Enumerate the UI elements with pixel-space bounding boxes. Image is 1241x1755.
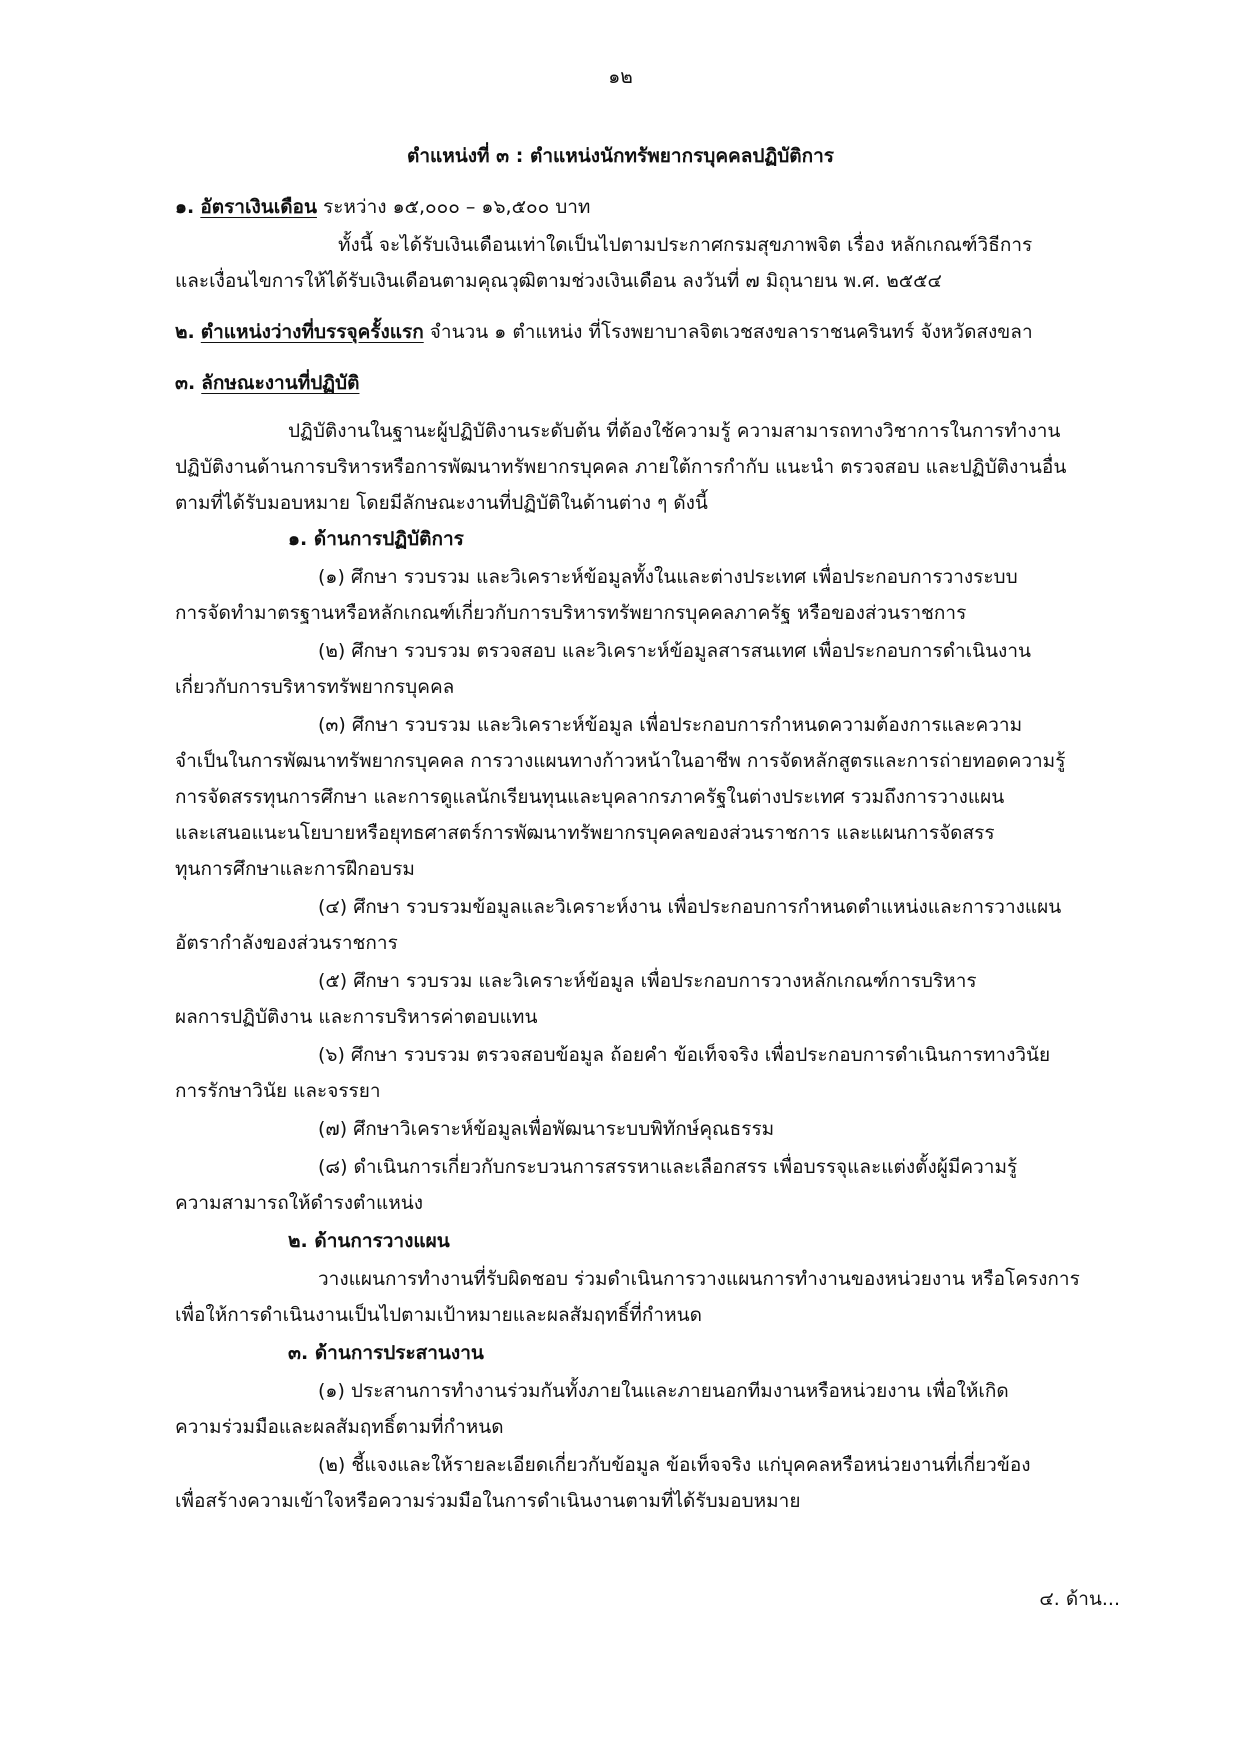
section-3-intro-line: ปฏิบัติงานในฐานะผู้ปฏิบัติงานระดับต้น ที่ต้องใช้ความรู้ ความสามารถทางวิชาการในการทำงาน [288, 420, 1061, 442]
subsection-3-item-2: (๒) ชี้แจงและให้รายละเอียดเกี่ยวกับข้อมูล ข้อเท็จจริง แก่บุคคลหรือหน่วยงานที่เกี่ยวข้อง [318, 1454, 1031, 1476]
section-2-number: ๒. [175, 321, 195, 343]
subsection-1-item-8-cont: ความสามารถให้ดำรงตำแหน่ง [175, 1192, 424, 1214]
section-2-heading [175, 317, 1033, 347]
subsection-3-item-1-cont: ความร่วมมือและผลสัมฤทธิ์ตามที่กำหนด [175, 1416, 504, 1438]
subsection-1-item-3-cont: ทุนการศึกษาและการฝึกอบรม [175, 858, 415, 880]
section-2-vacancy: จำนวน ๑ ตำแหน่ง ที่โรงพยาบาลจิตเวชสงขลาราชนครินทร์ จังหวัดสงขลา [423, 321, 1033, 343]
subsection-1-item-2: (๒) ศึกษา รวบรวม ตรวจสอบ และวิเคราะห์ข้อมูลสารสนเทศ เพื่อประกอบการดำเนินงาน [318, 640, 1031, 662]
section-1-paragraph-line: ทั้งนี้ จะได้รับเงินเดือนเท่าใดเป็นไปตามประกาศกรมสุขภาพจิต เรื่อง หลักเกณฑ์วิธีการ [338, 234, 1033, 256]
subsection-1-item-2-cont: เกี่ยวกับการบริหารทรัพยากรบุคคล [175, 676, 455, 698]
section-1-heading [175, 192, 590, 222]
section-2-title: ตำแหน่งว่างที่บรรจุครั้งแรก [200, 321, 424, 343]
subsection-1-item-1: (๑) ศึกษา รวบรวม และวิเคราะห์ข้อมูลทั้งในและต่างประเทศ เพื่อประกอบการวางระบบ [318, 566, 1018, 588]
page-number: ๑๒ [608, 66, 633, 88]
subsection-1-item-3-cont: จำเป็นในการพัฒนาทรัพยากรบุคคล การวางแผนทางก้าวหน้าในอาชีพ การจัดหลักสูตรและการถ่ายทอดความรู้ [175, 750, 1066, 772]
section-1-paragraph-line: และเงื่อนไขการให้ได้รับเงินเดือนตามคุณวุฒิตามช่วงเงินเดือน ลงวันที่ ๗ มิถุนายน พ.ศ. ๒๕๕๔ [175, 270, 942, 292]
section-1-salary-range: ระหว่าง ๑๕,๐๐๐ – ๑๖,๕๐๐ บาท [316, 196, 591, 218]
subsection-1-item-3-cont: และเสนอแนะนโยบายหรือยุทธศาสตร์การพัฒนาทรัพยากรบุคคลของส่วนราชการ และแผนการจัดสรร [175, 822, 995, 844]
subsection-1-item-1-cont: การจัดทำมาตรฐานหรือหลักเกณฑ์เกี่ยวกับการบริหารทรัพยากรบุคคลภาครัฐ หรือของส่วนราชการ [175, 602, 967, 624]
subsection-1-item-6: (๖) ศึกษา รวบรวม ตรวจสอบข้อมูล ถ้อยคำ ข้อเท็จจริง เพื่อประกอบการดำเนินการทางวินัย [318, 1044, 1051, 1066]
subsection-2-text-line: เพื่อให้การดำเนินงานเป็นไปตามเป้าหมายและผลสัมฤทธิ์ที่กำหนด [175, 1304, 702, 1326]
subsection-2-heading: ๒. ด้านการวางแผน [288, 1230, 450, 1252]
section-1-number: ๑. [175, 196, 195, 218]
subsection-1-item-4-cont: อัตรากำลังของส่วนราชการ [175, 932, 398, 954]
subsection-3-heading: ๓. ด้านการประสานงาน [288, 1342, 484, 1364]
subsection-1-item-7: (๗) ศึกษาวิเคราะห์ข้อมูลเพื่อพัฒนาระบบพิทักษ์คุณธรรม [318, 1118, 775, 1140]
subsection-1-item-3-cont: การจัดสรรทุนการศึกษา และการดูแลนักเรียนทุนและบุคลากรภาครัฐในต่างประเทศ รวมถึงการวางแผน [175, 786, 1005, 808]
subsection-1-item-5-cont: ผลการปฏิบัติงาน และการบริหารค่าตอบแทน [175, 1006, 538, 1028]
section-3-intro-line: ตามที่ได้รับมอบหมาย โดยมีลักษณะงานที่ปฏิบัติในด้านต่าง ๆ ดังนี้ [175, 492, 708, 514]
subsection-2-text-line: วางแผนการทำงานที่รับผิดชอบ ร่วมดำเนินการวางแผนการทำงานของหน่วยงาน หรือโครงการ [318, 1268, 1080, 1290]
section-3-title: ลักษณะงานที่ปฏิบัติ [201, 372, 360, 394]
subsection-1-item-5: (๕) ศึกษา รวบรวม และวิเคราะห์ข้อมูล เพื่อประกอบการวางหลักเกณฑ์การบริหาร [318, 970, 977, 992]
subsection-3-item-2-cont: เพื่อสร้างความเข้าใจหรือความร่วมมือในการดำเนินงานตามที่ได้รับมอบหมาย [175, 1490, 801, 1512]
section-3-number: ๓. [175, 372, 196, 394]
section-3-intro-line: ปฏิบัติงานด้านการบริหารหรือการพัฒนาทรัพยากรบุคคล ภายใต้การกำกับ แนะนำ ตรวจสอบ และปฏิบัติงานอื่น [175, 456, 1067, 478]
section-1-title: อัตราเงินเดือน [200, 196, 317, 218]
section-3-heading [175, 368, 359, 398]
subsection-1-item-3: (๓) ศึกษา รวบรวม และวิเคราะห์ข้อมูล เพื่อประกอบการกำหนดความต้องการและความ [318, 714, 1023, 736]
position-title: ตำแหน่งที่ ๓ : ตำแหน่งนักทรัพยากรบุคคลปฏิบัติการ [406, 145, 835, 167]
subsection-1-item-4: (๔) ศึกษา รวบรวมข้อมูลและวิเคราะห์งาน เพื่อประกอบการกำหนดตำแหน่งและการวางแผน [318, 896, 1062, 918]
subsection-1-item-6-cont: การรักษาวินัย และจรรยา [175, 1080, 381, 1102]
subsection-1-heading: ๑. ด้านการปฏิบัติการ [288, 528, 464, 550]
subsection-1-item-8: (๘) ดำเนินการเกี่ยวกับกระบวนการสรรหาและเลือกสรร เพื่อบรรจุและแต่งตั้งผู้มีความรู้ [318, 1156, 1018, 1178]
continuation-marker: ๔. ด้าน... [1039, 1588, 1120, 1610]
subsection-3-item-1: (๑) ประสานการทำงานร่วมกันทั้งภายในและภายนอกทีมงานหรือหน่วยงาน เพื่อให้เกิด [318, 1380, 1009, 1402]
